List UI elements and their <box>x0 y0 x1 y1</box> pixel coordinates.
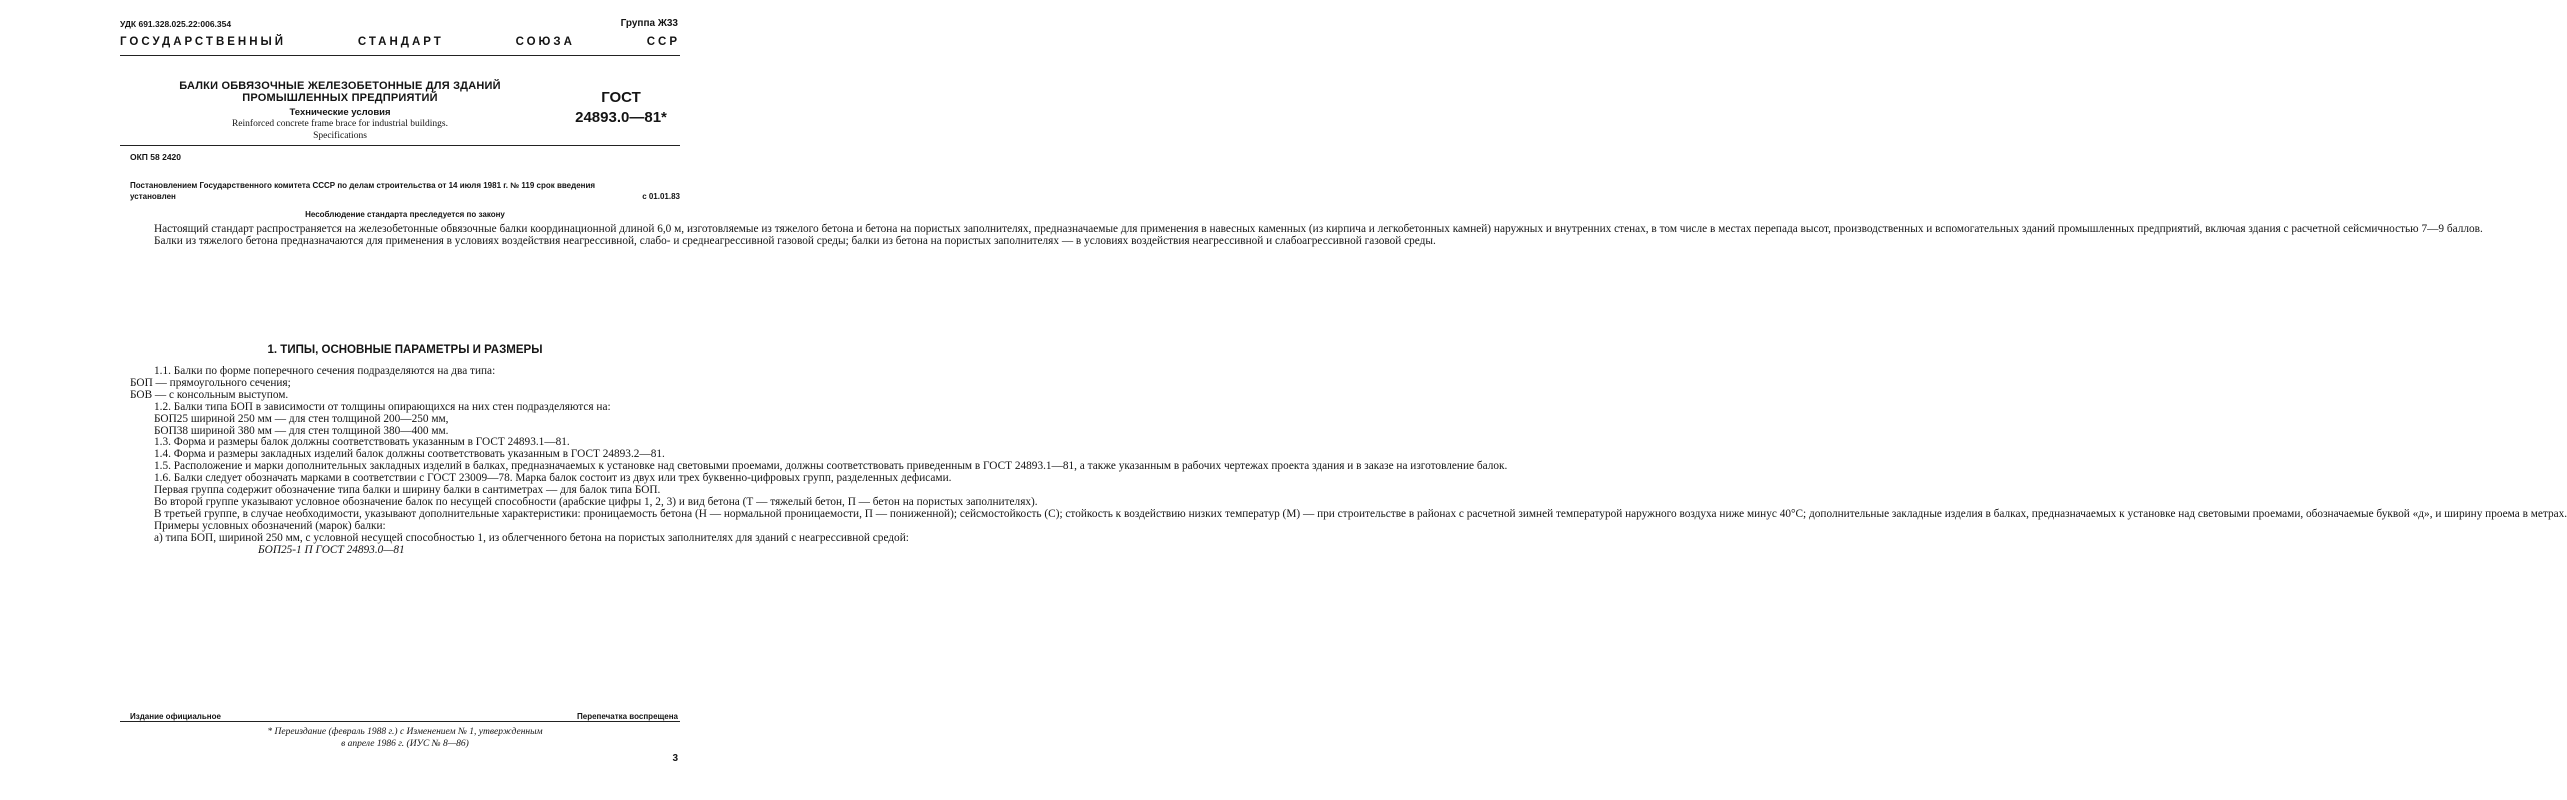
gost-label: ГОСТ <box>601 89 641 106</box>
clause-1-1: 1.1. Балки по форме поперечного сечения подразделяются на два типа: <box>154 365 496 377</box>
clause-1-2: 1.2. Балки типа БОП в зависимости от толщины опирающихся на них стен подразделяются на: <box>154 400 611 413</box>
footnote-line-2: в апреле 1986 г. (ИУС № 8—86) <box>341 739 469 749</box>
section-body <box>130 365 2567 557</box>
gost-designation <box>566 88 676 128</box>
okp-code: ОКП 58 2420 <box>130 152 181 162</box>
decree-line-1: Постановлением Государственного комитета СССР по делам строительства от 14 июля 1981 г. № 119 срок введения <box>130 181 596 190</box>
clause-1-2-item: БОП38 шириной 380 мм — для стен толщиной 380—400 мм. <box>154 424 449 437</box>
decree-line-2-left: установлен <box>130 192 176 201</box>
decree-line-2-right: с 01.01.83 <box>642 192 680 201</box>
footnote-line-1: * Переиздание (февраль 1988 г.) с Изменением № 1, утвержденным <box>267 727 543 737</box>
standard-banner <box>120 36 680 48</box>
clause-1-2-item: БОП25 шириной 250 мм — для стен толщиной 200—250 мм, <box>154 412 449 425</box>
title-divider <box>120 145 680 146</box>
official-edition-label: Издание официальное <box>130 712 221 721</box>
decree-block <box>130 180 680 202</box>
udk-code: УДК 691.328.025.22:006.354 <box>120 19 232 29</box>
standard-word: ГОСУДАРСТВЕННЫЙ <box>120 36 287 48</box>
header-divider <box>120 55 680 56</box>
clause-1-6-second-group: Во второй группе указывают условное обозначение балок по несущей способности (арабские цифры 1, 2, 3) и вид бетона (Т — тяжелый бетон, П — бетон на пористых заполнителях). <box>154 495 1038 508</box>
standard-word: СОЮЗА <box>515 36 575 48</box>
document-title <box>130 80 550 142</box>
clause-1-1-item: БОП — прямоугольного сечения; <box>130 376 291 389</box>
footer-divider <box>120 721 680 722</box>
clause-1-6-third-group: В третьей группе, в случае необходимости, указывают дополнительные характеристики: проницаемость бетона (Н — нормальной проницаемости, П — пониженной); сейсмостойкость (С); стойкость к воздействию низких температур (М) — при строительстве в районах с расчетной зимней температурой наружного воздуха ниже минус 40°С; дополнительные закладные изделия в балках, предназначаемых к установке над световыми проемами, обозначаемые буквой «д», и ширину проема в метрах. <box>154 507 2567 520</box>
section-heading: 1. ТИПЫ, ОСНОВНЫЕ ПАРАМЕТРЫ И РАЗМЕРЫ <box>267 344 543 356</box>
clause-1-4: 1.4. Форма и размеры закладных изделий балок должны соответствовать указанным в ГОСТ 24893.2—81. <box>154 448 665 461</box>
intro-paragraph: Настоящий стандарт распространяется на железобетонные обвязочные балки координационной длиной 6,0 м, изготовляемые из тяжелого бетона и бетона на пористых заполнителях, предназначаемые для применения в навесных каменных (из кирпича и легкобетонных камней) наружных и внутренних стенах, в том числе в местах перепада высот, производственных и вспомогательных зданий промышленных предприятий, включая здания с расчетной сейсмичностью 7—9 баллов. <box>154 223 2483 235</box>
clause-1-3: 1.3. Форма и размеры балок должны соответствовать указанным в ГОСТ 24893.1—81. <box>154 436 570 449</box>
title-subtitle: Технические условия <box>289 107 391 118</box>
reissue-footnote <box>130 726 680 750</box>
english-title-line-2: Specifications <box>313 131 367 141</box>
clause-1-6-examples: Примеры условных обозначений (марок) балки: <box>154 519 386 532</box>
title-line-2: ПРОМЫШЛЕННЫХ ПРЕДПРИЯТИЙ <box>242 92 438 104</box>
clause-1-1-item: БОВ — с консольным выступом. <box>130 388 289 401</box>
reprint-prohibited-label: Перепечатка воспрещена <box>577 712 678 721</box>
intro-paragraph: Балки из тяжелого бетона предназначаются для применения в условиях воздействия неагрессивной, слабо- и среднеагрессивной газовой среды; балки из бетона на пористых заполнителях — в условиях воздействия неагрессивной и слабоагрессивной газовой среды. <box>154 234 1436 247</box>
title-line-1: БАЛКИ ОБВЯЗОЧНЫЕ ЖЕЛЕЗОБЕТОННЫЕ ДЛЯ ЗДАНИЙ <box>179 80 501 92</box>
english-title-line-1: Reinforced concrete frame brace for industrial buildings. <box>231 119 449 129</box>
standard-word: ССР <box>646 36 680 48</box>
group-code: Группа Ж33 <box>620 18 678 29</box>
clause-1-6-example-a: а) типа БОП, шириной 250 мм, с условной несущей способностью 1, из облегченного бетона на пористых заполнителях для зданий с неагрессивной средой: <box>154 531 909 544</box>
standard-word: СТАНДАРТ <box>357 36 444 48</box>
clause-1-6-first-group: Первая группа содержит обозначение типа балки и ширину балки в сантиметрах — для балок типа БОП. <box>154 484 661 497</box>
page-number: 3 <box>672 753 678 764</box>
gost-number: 24893.0—81* <box>575 109 667 126</box>
clause-1-5: 1.5. Расположение и марки дополнительных закладных изделий в балках, предназначаемых к установке над световыми проемами, должны соответствовать приведенным в ГОСТ 24893.1—81, а также указанным в рабочих чертежах проекта здания и в заказе на изготовление балок. <box>154 460 1508 473</box>
example-mark: БОП25-1 П ГОСТ 24893.0—81 <box>258 543 405 556</box>
violation-notice: Несоблюдение стандарта преследуется по закону <box>305 210 505 219</box>
intro-text <box>130 223 2483 248</box>
clause-1-6: 1.6. Балки следует обозначать марками в соответствии с ГОСТ 23009—78. Марка балок состоит из двух или трех буквенно-цифровых групп, разделенных дефисами. <box>154 472 952 485</box>
